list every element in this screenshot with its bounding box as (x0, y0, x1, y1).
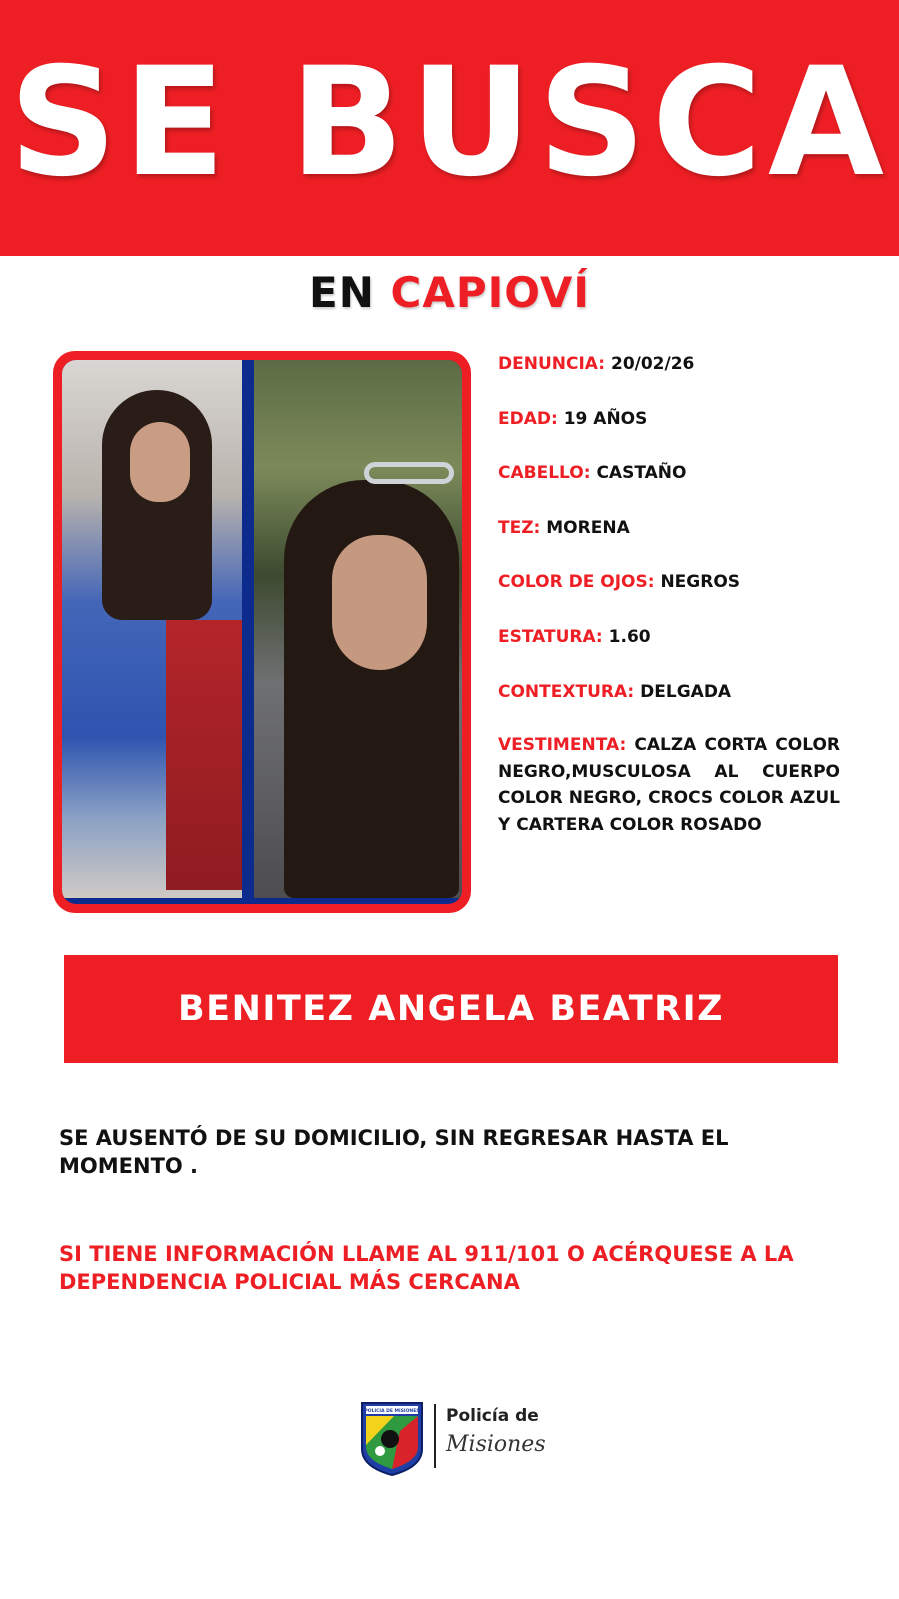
detail-label: ESTATURA: (498, 627, 603, 647)
detail-label: TEZ: (498, 518, 541, 538)
detail-value: NEGROS (660, 572, 741, 592)
detail-value: DELGADA (640, 682, 732, 702)
detail-ojos (498, 572, 740, 592)
missing-person-name: BENITEZ ANGELA BEATRIZ (177, 989, 725, 1029)
photo-collage (62, 360, 462, 904)
shield-text: POLICIA DE MISIONES (364, 1409, 420, 1414)
detail-tez (498, 518, 630, 538)
photo-left (62, 360, 242, 898)
detail-label: DENUNCIA: (498, 354, 606, 374)
name-banner (64, 955, 838, 1063)
detail-label: VESTIMENTA: (498, 735, 627, 755)
detail-label: EDAD: (498, 409, 558, 429)
absence-text: SE AUSENTÓ DE SU DOMICILIO, SIN REGRESAR HASTA EL MOMENTO . (59, 1126, 729, 1178)
logo-subtitle: Misiones (446, 1432, 546, 1457)
detail-cabello (498, 463, 686, 483)
photo-left-stool (166, 620, 242, 890)
header-banner (0, 0, 899, 256)
location-prefix: EN (309, 268, 375, 317)
logo-title: Policía de (446, 1406, 539, 1426)
detail-label: COLOR DE OJOS: (498, 572, 655, 592)
detail-label: CONTEXTURA: (498, 682, 635, 702)
photo-right (254, 360, 462, 898)
photo-divider (242, 360, 254, 898)
detail-value: MORENA (546, 518, 630, 538)
detail-label: CABELLO: (498, 463, 591, 483)
detail-value: 20/02/26 (610, 354, 695, 374)
detail-denuncia (498, 354, 694, 374)
location-name: CAPIOVÍ (390, 268, 590, 317)
logo-separator (434, 1404, 436, 1468)
location-subtitle (0, 268, 899, 318)
detail-contextura (498, 682, 731, 702)
contact-info-text: SI TIENE INFORMACIÓN LLAME AL 911/101 O ACÉRQUESE A LA DEPENDENCIA POLICIAL MÁS CERCANA (59, 1242, 794, 1294)
detail-value: CASTAÑO (596, 463, 687, 483)
detail-value: 1.60 (608, 627, 651, 647)
photo-right-face (332, 535, 427, 670)
sunglasses (364, 462, 454, 484)
photo-left-face (130, 422, 190, 502)
photo-frame (53, 351, 471, 913)
detail-vestimenta (498, 732, 840, 838)
police-shield-icon (360, 1401, 424, 1477)
detail-value: 19 AÑOS (563, 409, 648, 429)
detail-edad (498, 409, 647, 429)
page-title: SE BUSCA (8, 36, 891, 210)
detail-estatura (498, 627, 651, 647)
detail-value: CALZA CORTA COLOR NEGRO,MUSCULOSA AL CUERPO COLOR NEGRO, CROCS COLOR AZUL Y CARTERA COLOR ROSADO (498, 735, 840, 835)
